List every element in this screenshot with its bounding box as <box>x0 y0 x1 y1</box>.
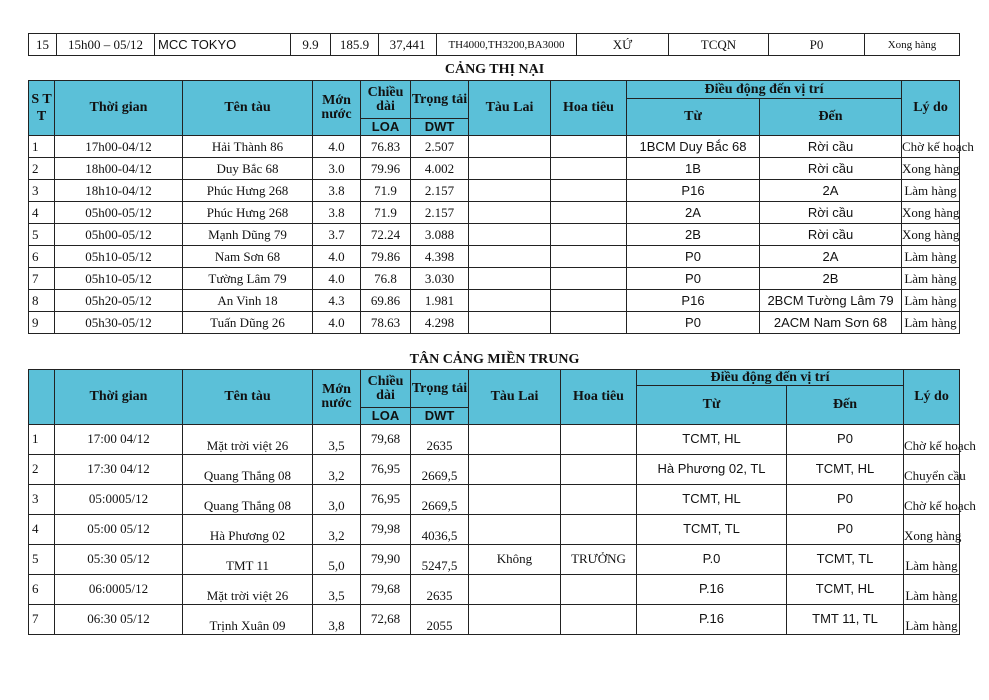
top-row <box>29 34 960 56</box>
cell-draft: 4.0 <box>313 312 361 334</box>
cell-loa: 76,95 <box>361 455 411 485</box>
cell-from: TCMT, TL <box>637 515 787 545</box>
cell-name: Hải Thành 86 <box>183 136 313 158</box>
cell-from: TCMT, HL <box>637 485 787 515</box>
cell-pilot <box>561 605 637 635</box>
table-row <box>29 290 960 312</box>
cell-reason: Chờ kế hoạch <box>904 425 960 455</box>
tan-cang-table <box>28 369 976 635</box>
cell-reason: Xong hàng <box>904 515 960 545</box>
header-pilot-2: Hoa tiêu <box>561 370 637 425</box>
cell-pilot: TRƯỞNG <box>561 545 637 575</box>
cell-tug <box>469 515 561 545</box>
cell-pilot <box>551 158 627 180</box>
cell-time: 05h10-05/12 <box>55 268 183 290</box>
header-time: Thời gian <box>55 81 183 136</box>
cell-to: P0 <box>787 485 904 515</box>
table-row <box>29 515 960 545</box>
cell-name: Quang Thắng 08 <box>183 455 313 485</box>
table-row <box>29 425 960 455</box>
cell-name: TMT 11 <box>183 545 313 575</box>
cell-time: 06:0005/12 <box>55 575 183 605</box>
cell-from: Hà Phương 02, TL <box>637 455 787 485</box>
cell-name: Tường Lâm 79 <box>183 268 313 290</box>
cell-dwt: 3.030 <box>411 268 469 290</box>
header-tug-2: Tàu Lai <box>469 370 561 425</box>
table-row <box>29 485 960 515</box>
cell-dwt: 2.157 <box>411 202 469 224</box>
header-weight: Trọng tải <box>411 81 469 119</box>
cell-from: P.16 <box>637 605 787 635</box>
cell-time: 18h10-04/12 <box>55 180 183 202</box>
cell-time: 17:00 04/12 <box>55 425 183 455</box>
cell-tug <box>469 485 561 515</box>
cell-loa: 71.9 <box>361 180 411 202</box>
cell-pilot <box>551 136 627 158</box>
cell-pilot <box>561 485 637 515</box>
cell-tug <box>469 180 551 202</box>
cell-tug: TH4000,TH3200,BA3000 <box>437 34 577 56</box>
cell-from: P0 <box>627 268 760 290</box>
cell-draft: 3,8 <box>313 605 361 635</box>
cell-stt: 7 <box>29 268 55 290</box>
table-row <box>29 202 960 224</box>
cell-draft: 3.7 <box>313 224 361 246</box>
cell-dwt: 2635 <box>411 575 469 605</box>
cell-pilot <box>551 202 627 224</box>
cell-time: 05h30-05/12 <box>55 312 183 334</box>
cell-to: 2BCM Tường Lâm 79 <box>760 290 902 312</box>
cell-time: 05h00-05/12 <box>55 202 183 224</box>
table-row <box>29 246 960 268</box>
cell-tug: Không <box>469 545 561 575</box>
cell-tug <box>469 158 551 180</box>
header-dwt: DWT <box>411 119 469 136</box>
cell-from: P.0 <box>637 545 787 575</box>
cell-to: TCMT, TL <box>787 545 904 575</box>
table-row <box>29 268 960 290</box>
cell-reason: Làm hàng <box>902 180 960 202</box>
header-length-2: Chiều dài <box>361 370 411 408</box>
cell-draft: 3,5 <box>313 575 361 605</box>
cell-loa: 72.24 <box>361 224 411 246</box>
cell-from: TCMT, HL <box>637 425 787 455</box>
cell-loa: 79,68 <box>361 425 411 455</box>
cell-to: Rời cầu <box>760 158 902 180</box>
cell-stt: 5 <box>29 545 55 575</box>
cell-draft: 5,0 <box>313 545 361 575</box>
cell-stt: 8 <box>29 290 55 312</box>
cell-loa: 79,98 <box>361 515 411 545</box>
cell-stt: 7 <box>29 605 55 635</box>
cell-stt: 1 <box>29 136 55 158</box>
cell-time: 17:30 04/12 <box>55 455 183 485</box>
header-move: Điều động đến vị trí <box>627 81 902 99</box>
header-loa-2: LOA <box>361 408 411 425</box>
cell-from: TCQN <box>669 34 769 56</box>
cell-loa: 79,90 <box>361 545 411 575</box>
cell-name: Nam Sơn 68 <box>183 246 313 268</box>
cell-draft: 4.0 <box>313 136 361 158</box>
cell-tug <box>469 246 551 268</box>
cell-pilot <box>551 290 627 312</box>
table-row <box>29 455 960 485</box>
cell-name: Hà Phương 02 <box>183 515 313 545</box>
cell-from: P0 <box>627 246 760 268</box>
cell-name: Trịnh Xuân 09 <box>183 605 313 635</box>
cell-pilot <box>561 425 637 455</box>
cell-stt: 1 <box>29 425 55 455</box>
cell-draft: 3,0 <box>313 485 361 515</box>
cell-name: Mặt trời việt 26 <box>183 575 313 605</box>
header-to: Đến <box>760 99 902 136</box>
cell-dwt: 4.398 <box>411 246 469 268</box>
cell-pilot <box>561 455 637 485</box>
cell-to: 2ACM Nam Sơn 68 <box>760 312 902 334</box>
cell-stt: 2 <box>29 158 55 180</box>
header-reason-2: Lý do <box>904 370 960 425</box>
cell-tug <box>469 425 561 455</box>
cell-tug <box>469 224 551 246</box>
cell-loa: 69.86 <box>361 290 411 312</box>
section-title-tan-cang: TÂN CẢNG MIỀN TRUNG <box>409 352 580 367</box>
cell-from: 1B <box>627 158 760 180</box>
header-from-2: Từ <box>637 386 787 425</box>
cell-name: Quang Thắng 08 <box>183 485 313 515</box>
header-tug: Tàu Lai <box>469 81 551 136</box>
cell-time: 05h10-05/12 <box>55 246 183 268</box>
cell-reason: Làm hàng <box>904 605 960 635</box>
top-table <box>28 33 960 56</box>
cell-to: 2A <box>760 180 902 202</box>
cell-time: 05h20-05/12 <box>55 290 183 312</box>
header-pilot: Hoa tiêu <box>551 81 627 136</box>
cell-name: MCC TOKYO <box>155 34 291 56</box>
cell-stt: 5 <box>29 224 55 246</box>
cell-to: P0 <box>787 425 904 455</box>
cell-reason: Làm hàng <box>902 312 960 334</box>
cell-dwt: 5247,5 <box>411 545 469 575</box>
cell-pilot: XỨ <box>577 34 669 56</box>
cell-name: An Vinh 18 <box>183 290 313 312</box>
cell-tug <box>469 290 551 312</box>
cell-name: Duy Bắc 68 <box>183 158 313 180</box>
cell-time: 05h00-05/12 <box>55 224 183 246</box>
cell-time: 15h00 – 05/12 <box>57 34 155 56</box>
cell-draft: 3.8 <box>313 180 361 202</box>
header-weight-2: Trọng tải <box>411 370 469 408</box>
header-dwt-2: DWT <box>411 408 469 425</box>
cell-pilot <box>551 224 627 246</box>
cell-from: P0 <box>627 312 760 334</box>
cell-reason: Chuyển cầu <box>904 455 960 485</box>
cell-draft: 4.0 <box>313 246 361 268</box>
cell-to: P0 <box>769 34 865 56</box>
cell-pilot <box>561 515 637 545</box>
cell-loa: 78.63 <box>361 312 411 334</box>
cell-name: Phúc Hưng 268 <box>183 180 313 202</box>
header-from: Từ <box>627 99 760 136</box>
cell-draft: 4.3 <box>313 290 361 312</box>
header-reason: Lý do <box>902 81 960 136</box>
cell-to: Rời cầu <box>760 136 902 158</box>
cell-tug <box>469 202 551 224</box>
cell-reason: Xong hàng <box>865 34 960 56</box>
cell-time: 18h00-04/12 <box>55 158 183 180</box>
cell-from: 1BCM Duy Bắc 68 <box>627 136 760 158</box>
table-row <box>29 158 960 180</box>
header-name: Tên tàu <box>183 81 313 136</box>
cell-loa: 76,95 <box>361 485 411 515</box>
cell-pilot <box>561 575 637 605</box>
header-time-2: Thời gian <box>55 370 183 425</box>
cell-stt: 4 <box>29 202 55 224</box>
cell-to: TMT 11, TL <box>787 605 904 635</box>
cell-draft: 4.0 <box>313 268 361 290</box>
cell-pilot <box>551 268 627 290</box>
table-row <box>29 224 960 246</box>
cell-pilot <box>551 312 627 334</box>
cell-dwt: 2.507 <box>411 136 469 158</box>
cell-reason: Chờ kế hoạch <box>902 136 960 158</box>
cell-to: 2B <box>760 268 902 290</box>
cell-stt: 2 <box>29 455 55 485</box>
header-stt-2 <box>29 370 55 425</box>
cell-draft: 3,2 <box>313 515 361 545</box>
cell-loa: 79.86 <box>361 246 411 268</box>
cell-draft: 3.0 <box>313 158 361 180</box>
cell-draft: 3,5 <box>313 425 361 455</box>
cell-to: 2A <box>760 246 902 268</box>
header-move-2: Điều động đến vị trí <box>637 370 904 386</box>
cell-time: 06:30 05/12 <box>55 605 183 635</box>
cell-dwt: 3.088 <box>411 224 469 246</box>
cell-dwt: 2.157 <box>411 180 469 202</box>
cell-dwt: 2635 <box>411 425 469 455</box>
thi-nai-table <box>28 80 974 334</box>
header-to-2: Đến <box>787 386 904 425</box>
cell-time: 05:00 05/12 <box>55 515 183 545</box>
cell-to: TCMT, HL <box>787 455 904 485</box>
header-stt: S T T <box>29 81 55 136</box>
header-draft-2: Mớn nước <box>313 370 361 425</box>
cell-stt: 3 <box>29 485 55 515</box>
cell-dwt: 2669,5 <box>411 485 469 515</box>
cell-reason: Xong hàng <box>902 158 960 180</box>
cell-dwt: 4.002 <box>411 158 469 180</box>
cell-dwt: 1.981 <box>411 290 469 312</box>
cell-name: Mặt trời việt 26 <box>183 425 313 455</box>
cell-from: P16 <box>627 180 760 202</box>
cell-tug <box>469 575 561 605</box>
table-row <box>29 180 960 202</box>
section-title-thi-nai: CẢNG THỊ NẠI <box>444 62 545 77</box>
header-length: Chiều dài <box>361 81 411 119</box>
cell-dwt: 2055 <box>411 605 469 635</box>
cell-stt: 9 <box>29 312 55 334</box>
cell-from: 2B <box>627 224 760 246</box>
cell-dwt: 37,441 <box>379 34 437 56</box>
cell-from: P.16 <box>637 575 787 605</box>
cell-to: Rời cầu <box>760 202 902 224</box>
table-row <box>29 312 960 334</box>
cell-loa: 79,68 <box>361 575 411 605</box>
cell-stt: 15 <box>29 34 57 56</box>
table-row <box>29 605 960 635</box>
cell-stt: 6 <box>29 575 55 605</box>
cell-name: Tuấn Dũng 26 <box>183 312 313 334</box>
cell-name: Phúc Hưng 268 <box>183 202 313 224</box>
table-row <box>29 575 960 605</box>
cell-reason: Làm hàng <box>902 290 960 312</box>
cell-to: Rời cầu <box>760 224 902 246</box>
cell-tug <box>469 312 551 334</box>
cell-tug <box>469 268 551 290</box>
cell-tug <box>469 136 551 158</box>
cell-reason: Chờ kế hoạch <box>904 485 960 515</box>
header-draft: Mớn nước <box>313 81 361 136</box>
table-row <box>29 136 960 158</box>
header-name-2: Tên tàu <box>183 370 313 425</box>
cell-draft: 9.9 <box>291 34 331 56</box>
cell-pilot <box>551 246 627 268</box>
cell-tug <box>469 605 561 635</box>
cell-reason: Làm hàng <box>902 246 960 268</box>
cell-loa: 76.83 <box>361 136 411 158</box>
cell-dwt: 4.298 <box>411 312 469 334</box>
header-loa: LOA <box>361 119 411 136</box>
cell-loa: 71.9 <box>361 202 411 224</box>
cell-time: 05:0005/12 <box>55 485 183 515</box>
cell-stt: 3 <box>29 180 55 202</box>
cell-dwt: 2669,5 <box>411 455 469 485</box>
cell-name: Mạnh Dũng 79 <box>183 224 313 246</box>
cell-pilot <box>551 180 627 202</box>
cell-time: 17h00-04/12 <box>55 136 183 158</box>
cell-reason: Làm hàng <box>902 268 960 290</box>
cell-from: 2A <box>627 202 760 224</box>
cell-loa: 79.96 <box>361 158 411 180</box>
cell-reason: Làm hàng <box>904 575 960 605</box>
cell-tug <box>469 455 561 485</box>
cell-reason: Làm hàng <box>904 545 960 575</box>
cell-loa: 76.8 <box>361 268 411 290</box>
cell-reason: Xong hàng <box>902 202 960 224</box>
cell-dwt: 4036,5 <box>411 515 469 545</box>
cell-stt: 4 <box>29 515 55 545</box>
table-row <box>29 545 960 575</box>
cell-time: 05:30 05/12 <box>55 545 183 575</box>
cell-loa: 185.9 <box>331 34 379 56</box>
cell-loa: 72,68 <box>361 605 411 635</box>
cell-draft: 3,2 <box>313 455 361 485</box>
cell-to: P0 <box>787 515 904 545</box>
cell-draft: 3.8 <box>313 202 361 224</box>
cell-to: TCMT, HL <box>787 575 904 605</box>
cell-reason: Xong hàng <box>902 224 960 246</box>
cell-from: P16 <box>627 290 760 312</box>
cell-stt: 6 <box>29 246 55 268</box>
